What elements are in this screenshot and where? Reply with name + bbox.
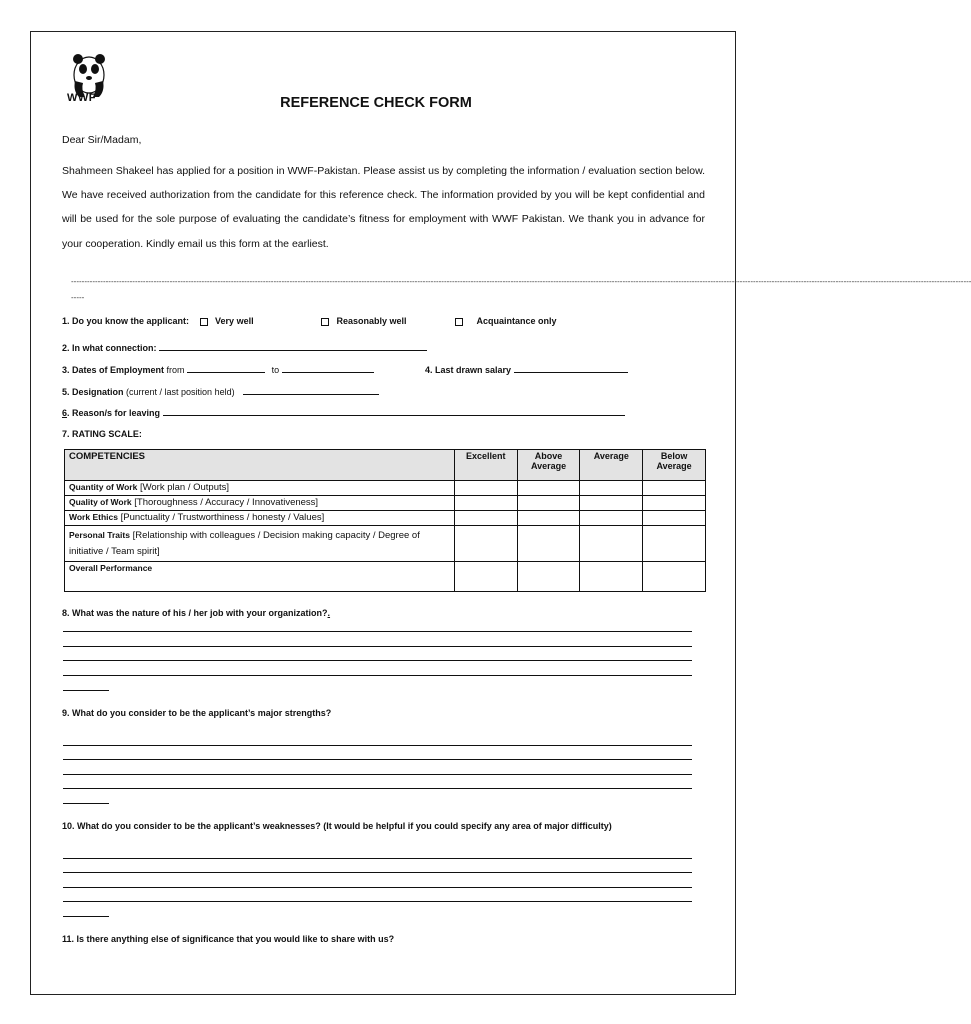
question-10: 10. What do you consider to be the applicant’s weaknesses? (It would be helpful if you could specify any area of major difficulty) <box>62 821 612 831</box>
answer-line[interactable] <box>63 774 692 775</box>
rating-cell[interactable] <box>517 481 580 496</box>
rating-cell[interactable] <box>643 562 706 592</box>
table-row <box>65 481 706 496</box>
answer-line[interactable] <box>63 858 692 859</box>
question-5: 5. Designation (current / last position held) <box>62 386 379 397</box>
rating-cell[interactable] <box>580 511 643 526</box>
question-8: 8. What was the nature of his / her job with your organization?. <box>62 608 331 618</box>
header-below-average: Below Average <box>643 450 706 481</box>
competency-cell: Work Ethics [Punctuality / Trustworthiness / honesty / Values] <box>65 511 455 526</box>
rating-cell[interactable] <box>580 526 643 562</box>
competency-cell: Overall Performance <box>65 562 455 592</box>
answer-line[interactable] <box>63 759 692 760</box>
question-11: 11. Is there anything else of significance that you would like to share with us? <box>62 934 395 944</box>
rating-cell[interactable] <box>517 562 580 592</box>
rating-cell[interactable] <box>454 562 517 592</box>
employment-to-field[interactable] <box>282 364 374 373</box>
wwf-wordmark: WWF <box>67 92 96 104</box>
competency-cell: Quality of Work [Thoroughness / Accuracy / Innovativeness] <box>65 496 455 511</box>
checkbox-reasonably-well[interactable] <box>321 318 329 326</box>
divider-dashes-tail: ----- <box>71 293 85 302</box>
form-page <box>30 31 971 995</box>
header-excellent: Excellent <box>454 450 517 481</box>
rating-cell[interactable] <box>454 481 517 496</box>
table-row <box>65 511 706 526</box>
option-reasonably-well-label: Reasonably well <box>336 316 407 326</box>
rating-cell[interactable] <box>643 511 706 526</box>
rating-table <box>64 449 706 592</box>
intro-paragraph: Shahmeen Shakeel has applied for a position in WWF-Pakistan. Please assist us by completing the information / evaluation section below. We have received authorization from the candidate for this reference check. The information provided by you will be kept confidential and will be used for the sole purpose of evaluating the candidate’s fitness for employment with WWF Pakistan. We thank you in advance for your cooperation. Kindly email us this form at the earliest. <box>62 165 705 250</box>
competency-cell: Personal Traits [Relationship with colleagues / Decision making capacity / Degree of initiative / Team spirit] <box>65 526 455 562</box>
designation-field[interactable] <box>243 386 379 395</box>
answer-line[interactable] <box>63 745 692 746</box>
rating-cell[interactable] <box>517 496 580 511</box>
checkbox-very-well[interactable] <box>200 318 208 326</box>
reason-for-leaving-field[interactable] <box>163 407 625 416</box>
rating-cell[interactable] <box>643 526 706 562</box>
answer-line[interactable] <box>63 788 692 789</box>
answer-line[interactable] <box>63 901 692 902</box>
answer-line-end <box>63 916 109 917</box>
option-acquaintance-only-label: Acquaintance only <box>476 316 557 326</box>
answer-line[interactable] <box>63 631 692 632</box>
question-6: 6. Reason/s for leaving <box>62 407 625 418</box>
table-row <box>65 562 706 592</box>
connection-field[interactable] <box>159 342 427 351</box>
table-row <box>65 496 706 511</box>
rating-cell[interactable] <box>580 496 643 511</box>
question-1-option-3 <box>455 316 557 326</box>
question-2: 2. In what connection: <box>62 342 427 353</box>
rating-cell[interactable] <box>454 496 517 511</box>
rating-table-header <box>65 450 706 481</box>
last-salary-field[interactable] <box>514 364 628 373</box>
answer-line[interactable] <box>63 675 692 676</box>
question-9: 9. What do you consider to be the applicant’s major strengths? <box>62 708 332 718</box>
rating-cell[interactable] <box>643 496 706 511</box>
header-competencies: COMPETENCIES <box>65 450 455 481</box>
rating-cell[interactable] <box>517 511 580 526</box>
option-very-well-label: Very well <box>215 316 254 326</box>
question-4: 4. Last drawn salary <box>425 364 628 375</box>
rating-cell[interactable] <box>454 511 517 526</box>
answer-line[interactable] <box>63 660 692 661</box>
employment-from-field[interactable] <box>187 364 265 373</box>
page-title: REFERENCE CHECK FORM <box>280 95 472 111</box>
rating-cell[interactable] <box>517 526 580 562</box>
salutation: Dear Sir/Madam, <box>62 134 142 146</box>
header-above-average: Above Average <box>517 450 580 481</box>
answer-line-end <box>63 803 109 804</box>
header-average: Average <box>580 450 643 481</box>
answer-line[interactable] <box>63 887 692 888</box>
question-1: 1. Do you know the applicant: Very well <box>62 316 254 326</box>
rating-cell[interactable] <box>454 526 517 562</box>
answer-line-end <box>63 690 109 691</box>
checkbox-acquaintance-only[interactable] <box>455 318 463 326</box>
rating-cell[interactable] <box>580 562 643 592</box>
competency-cell: Quantity of Work [Work plan / Outputs] <box>65 481 455 496</box>
question-1-option-2 <box>321 316 407 326</box>
rating-cell[interactable] <box>580 481 643 496</box>
answer-line[interactable] <box>63 872 692 873</box>
table-row <box>65 526 706 562</box>
question-3: 3. Dates of Employment from to <box>62 364 374 375</box>
question-7: 7. RATING SCALE: <box>62 429 142 439</box>
divider-dashes: -------------------------------------------------------------------------------------------------------------------------------------------------------------------------------------------------------------------------------------------------------------------------------------------------------------------------------------------------- <box>71 277 971 286</box>
answer-line[interactable] <box>63 646 692 647</box>
rating-cell[interactable] <box>643 481 706 496</box>
